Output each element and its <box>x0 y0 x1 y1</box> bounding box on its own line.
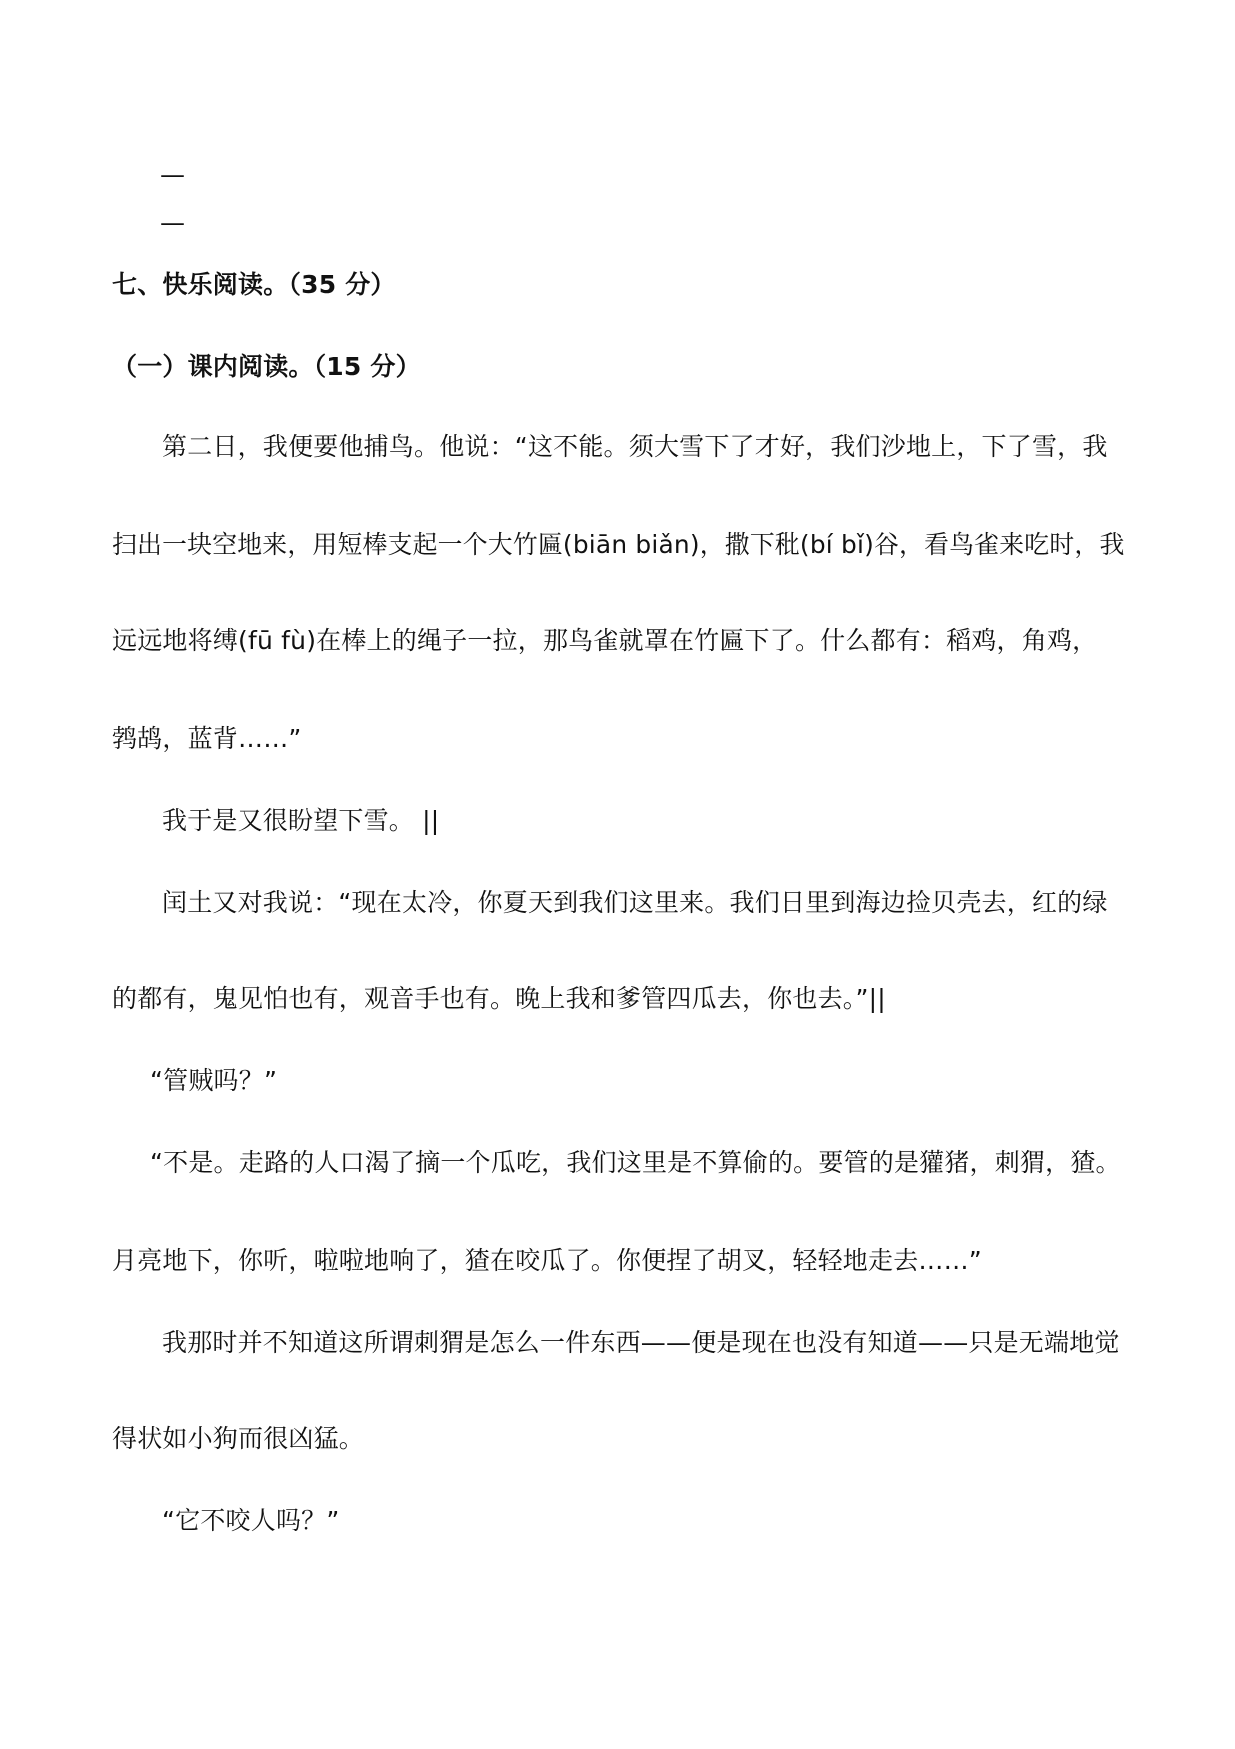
section-subheading: （一）课内阅读。（15 分） <box>112 352 421 381</box>
passage-line: 我那时并不知道这所谓刺猬是怎么一件东西——便是现在也没有知道——只是无端地觉 <box>162 1328 1120 1357</box>
section-heading: 七、快乐阅读。（35 分） <box>112 270 396 299</box>
passage-line: “它不咬人吗？” <box>162 1506 340 1535</box>
passage-line: 闰土又对我说：“现在太冷，你夏天到我们这里来。我们日里到海边捡贝壳去，红的绿 <box>162 888 1108 917</box>
passage-line: 鹁鸪，蓝背……” <box>112 724 302 753</box>
passage-line: 第二日，我便要他捕鸟。他说：“这不能。须大雪下了才好，我们沙地上，下了雪，我 <box>162 432 1108 461</box>
passage-line: 的都有，鬼见怕也有，观音手也有。晚上我和爹管四瓜去，你也去。”|| <box>112 984 886 1013</box>
passage-line: “管贼吗？” <box>150 1066 278 1095</box>
passage-line: 扫出一块空地来，用短棒支起一个大竹匾(biān biǎn)，撒下秕(bí bǐ)谷，看鸟雀来吃时，我 <box>112 530 1125 559</box>
blank-mark-2: — <box>160 208 185 237</box>
passage-line: 我于是又很盼望下雪。 || <box>162 806 440 835</box>
passage-line: 得状如小狗而很凶猛。 <box>112 1424 365 1453</box>
passage-line: 远远地将缚(fū fù)在棒上的绳子一拉，那鸟雀就罩在竹匾下了。什么都有：稻鸡，角鸡， <box>112 626 1098 655</box>
blank-mark-1: — <box>160 160 185 189</box>
passage-line: “不是。走路的人口渴了摘一个瓜吃，我们这里是不算偷的。要管的是獾猪，刺猬，猹。 <box>150 1148 1121 1177</box>
passage-line: 月亮地下，你听，啦啦地响了，猹在咬瓜了。你便捏了胡叉，轻轻地走去……” <box>112 1246 982 1275</box>
